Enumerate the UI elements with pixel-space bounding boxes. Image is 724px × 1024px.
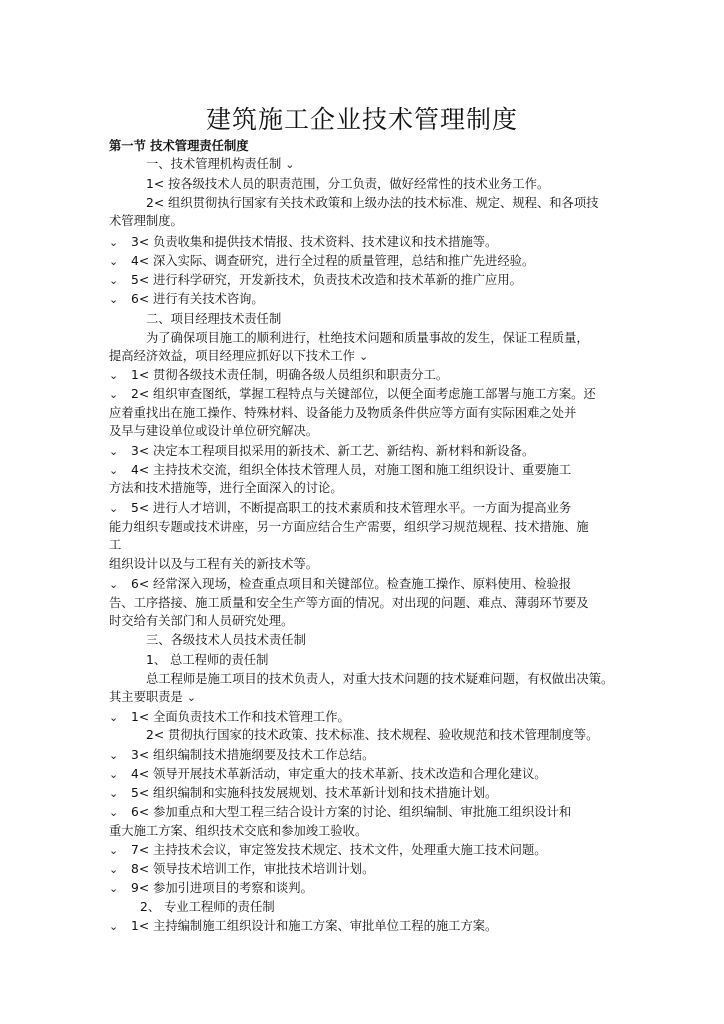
list-item: 1< 按各级技术人员的职责范围，分工负责，做好经常性的技术业务工作。 — [146, 177, 550, 191]
list-item: ⌄ 3< 决定本工程项目拟采用的新技术、新工艺、新结构、新材料和新设备。 — [109, 442, 534, 461]
chevron-down-icon: ⌄ — [109, 445, 119, 458]
list-item: ⌄ 9< 参加引进项目的考察和谈判。 — [109, 879, 313, 898]
list-item-continuation: 重大施工方案、组织技术交底和参加竣工验收。 — [109, 824, 368, 838]
chevron-down-icon: ⌄ — [109, 806, 119, 819]
list-item-continuation: 及早与建设单位或设计单位研究解决。 — [109, 424, 319, 438]
list-item-continuation: 应着重找出在施工操作、特殊材料、设备能力及物质条件供应等方面有实际困难之处并 — [109, 406, 577, 420]
chevron-down-icon: ⌄ — [109, 369, 119, 382]
list-item: ⌄ 7< 主持技术会议，审定签发技术规定、技术文件，处理重大施工技术问题。 — [109, 841, 547, 860]
item-heading: 1、 总工程师的责任制 — [146, 653, 269, 667]
paragraph-line: 提高经济效益，项目经理应抓好以下技术工作 ⌄ — [109, 347, 368, 366]
list-item-continuation: 时交给有关部门和人员研究处理。 — [109, 614, 294, 628]
list-item: ⌄ 5< 进行人才培训，不断提高职工的技术素质和技术管理水平。一方面为提高业务 — [109, 499, 571, 518]
list-item: ⌄ 2< 组织审查图纸，掌握工程特点与关键部位，以便全面考虑施工部署与施工方案。还 — [109, 385, 596, 404]
chevron-down-icon: ⌄ — [109, 578, 119, 591]
chevron-down-icon: ⌄ — [109, 844, 119, 857]
list-item-continuation: 术管理制度。 — [109, 214, 183, 228]
chevron-down-icon: ⌄ — [358, 350, 369, 363]
list-item-continuation: 组织设计以及与工程有关的新技术等。 — [109, 557, 319, 571]
paragraph-line: 其主要职责是 ⌄ — [109, 688, 196, 707]
subsection-heading: 一、技术管理机构责任制 ⌄ — [146, 155, 295, 174]
list-item: 2< 贯彻执行国家的技术政策、技术标准、技术规程、验收规范和技术管理制度等。 — [146, 728, 599, 742]
list-item: ⌄ 1< 贯彻各级技术责任制，明确各级人员组织和职责分工。 — [109, 366, 448, 385]
list-item: ⌄ 4< 领导开展技术革新活动，审定重大的技术革新、技术改造和合理化建议。 — [109, 765, 547, 784]
chevron-down-icon: ⌄ — [109, 863, 119, 876]
chevron-down-icon: ⌄ — [109, 768, 119, 781]
chevron-down-icon: ⌄ — [109, 882, 119, 895]
list-item: ⌄ 4< 深入实际、调查研究，进行全过程的质量管理，总结和推广先进经验。 — [109, 252, 534, 271]
chevron-down-icon: ⌄ — [109, 236, 119, 249]
chevron-down-icon: ⌄ — [109, 388, 119, 401]
list-item: ⌄ 8< 领导技术培训工作，审批技术培训计划。 — [109, 860, 374, 879]
list-item: ⌄ 1< 主持编制施工组织设计和施工方案、审批单位工程的施工方案。 — [109, 917, 497, 936]
subsection-heading: 三、各级技术人员技术责任制 — [146, 633, 306, 647]
list-item: ⌄ 6< 经常深入现场，检查重点项目和关键部位。检查施工操作、原料使用、检验报 — [109, 575, 571, 594]
subsection-heading: 二、项目经理技术责任制 — [146, 312, 282, 326]
chevron-down-icon: ⌄ — [109, 711, 119, 724]
chevron-down-icon: ⌄ — [109, 787, 119, 800]
section-heading: 第一节 技术管理责任制度 — [109, 139, 249, 153]
list-item: ⌄ 6< 进行有关技术咨询。 — [109, 290, 264, 309]
paragraph-line: 总工程师是施工项目的技术负责人，对重大技术问题的技术疑难问题，有权做出决策。 — [146, 672, 614, 686]
chevron-down-icon: ⌄ — [109, 502, 119, 515]
list-item: ⌄ 1< 全面负责技术工作和技术管理工作。 — [109, 708, 350, 727]
chevron-down-icon: ⌄ — [285, 158, 295, 171]
chevron-down-icon: ⌄ — [186, 691, 197, 704]
chevron-down-icon: ⌄ — [109, 274, 119, 287]
chevron-down-icon: ⌄ — [109, 293, 119, 306]
chevron-down-icon: ⌄ — [109, 464, 119, 477]
paragraph-line: 为了确保项目施工的顺利进行，杜绝技术问题和质量事故的发生，保证工程质量， — [146, 331, 589, 345]
list-item-continuation: 告、工序搭接、施工质量和安全生产等方面的情况。对出现的问题、难点、薄弱环节要及 — [109, 596, 589, 610]
list-item: ⌄ 5< 组织编制和实施科技发展规划、技术革新计划和技术措施计划。 — [109, 784, 497, 803]
chevron-down-icon: ⌄ — [109, 255, 119, 268]
item-heading: 2、 专业工程师的责任制 — [140, 900, 275, 914]
document-title: 建筑施工企业技术管理制度 — [205, 105, 518, 134]
list-item: ⌄ 6< 参加重点和大型工程三结合设计方案的讨论、组织编制、审批施工组织设计和 — [109, 803, 571, 822]
list-item-continuation: 工 — [109, 538, 122, 552]
chevron-down-icon: ⌄ — [109, 920, 119, 933]
list-item-continuation: 方法和技术措施等，进行全面深入的讨论。 — [109, 481, 343, 495]
list-item: ⌄ 5< 进行科学研究，开发新技术，负责技术改造和技术革新的推广应用。 — [109, 271, 522, 290]
list-item-continuation: 能力组织专题或技术讲座，另一方面应结合生产需要，组织学习规范规程、技术措施、施 — [109, 520, 589, 534]
list-item: ⌄ 3< 组织编制技术措施纲要及技术工作总结。 — [109, 746, 374, 765]
list-item: ⌄ 3< 负责收集和提供技术情报、技术资料、技术建议和技术措施等。 — [109, 233, 497, 252]
chevron-down-icon: ⌄ — [109, 749, 119, 762]
list-item: 2< 组织贯彻执行国家有关技术政策和上级办法的技术标准、规定、规程、和各项技 — [146, 196, 599, 210]
list-item: ⌄ 4< 主持技术交流，组织全体技术管理人员，对施工图和施工组织设计、重要施工 — [109, 461, 571, 480]
